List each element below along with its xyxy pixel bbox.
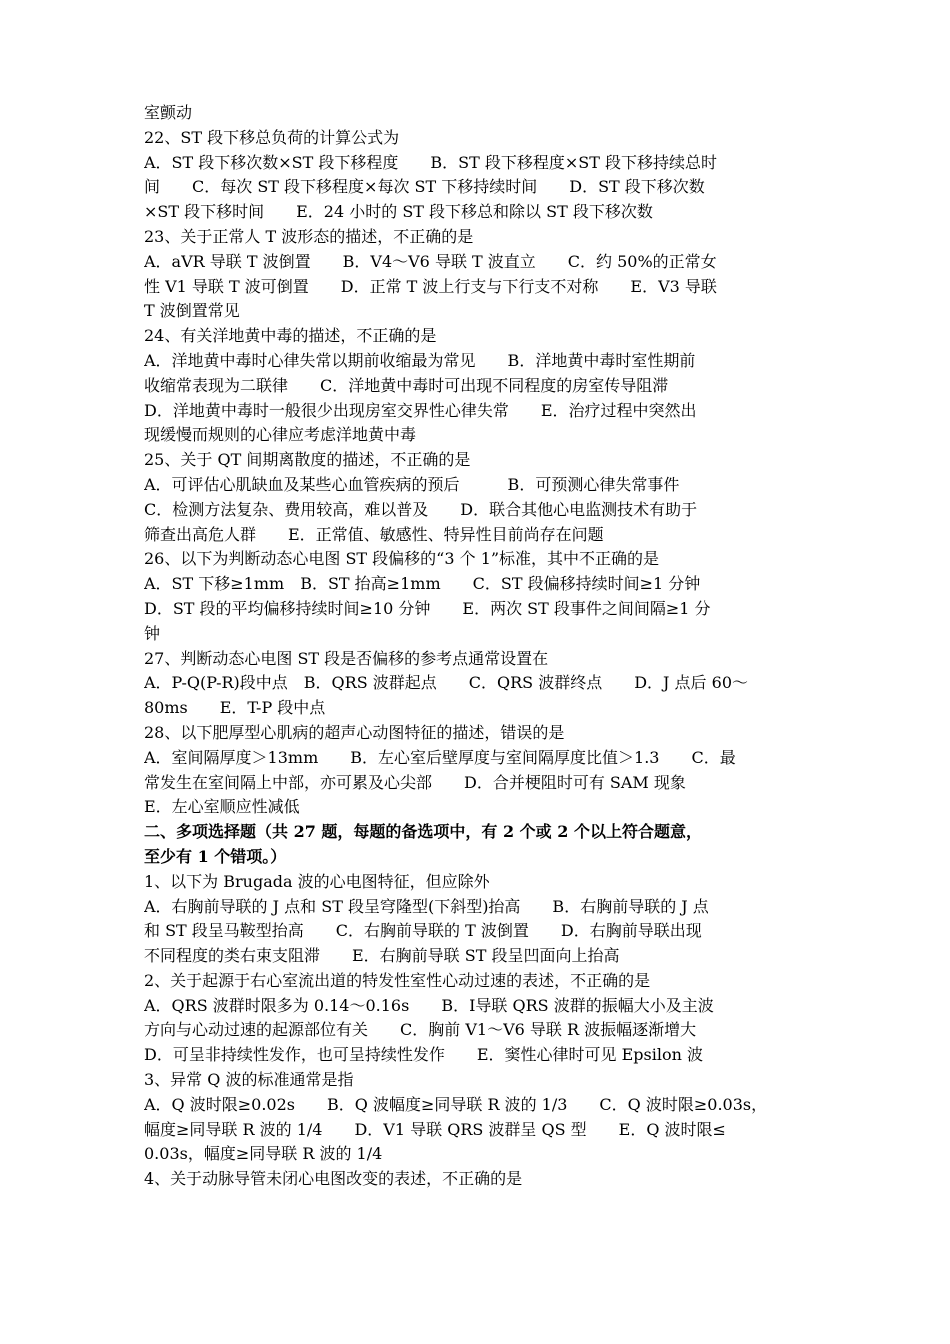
text-line: A．Q 波时限≥0.02s B．Q 波幅度≥同导联 R 波的 1/3 C．Q 波时限≥0.03s， xyxy=(144,1094,768,1114)
text-line: 0.03s，幅度≥同导联 R 波的 1/4 xyxy=(144,1144,383,1164)
text-line: D．可呈非持续性发作，也可呈持续性发作 E．窦性心律时可见 Epsilon 波 xyxy=(144,1045,703,1065)
text-line: D．洋地黄中毒时一般很少出现房室交界性心律失常 E．治疗过程中突然出 xyxy=(144,400,697,420)
text-line: A．ST 段下移次数×ST 段下移程度 B．ST 段下移程度×ST 段下移持续总时 xyxy=(144,152,718,172)
text-line: A．右胸前导联的 J 点和 ST 段呈穹隆型(下斜型)抬高 B．右胸前导联的 J 点 xyxy=(144,896,709,916)
text-line: 22、ST 段下移总负荷的计算公式为 xyxy=(144,127,400,147)
text-line: 室颤动 xyxy=(144,103,193,122)
text-line: A．可评估心肌缺血及某些心血管疾病的预后 B．可预测心律失常事件 xyxy=(144,474,680,494)
text-line: 方向与心动过速的起源部位有关 C．胸前 V1～V6 导联 R 波振幅逐渐增大 xyxy=(144,1020,697,1040)
text-line: 25、关于 QT 间期离散度的描述，不正确的是 xyxy=(144,450,471,470)
section-heading-line: 至少有 1 个错项。） xyxy=(144,846,287,866)
text-line: A．ST 下移≥1mm B．ST 抬高≥1mm C．ST 段偏移持续时间≥1 分钟 xyxy=(144,574,701,594)
text-line: 幅度≥同导联 R 波的 1/4 D．V1 导联 QRS 波群呈 QS 型 E．Q 波时限≤ xyxy=(144,1119,726,1139)
text-line: 现缓慢而规则的心律应考虑洋地黄中毒 xyxy=(144,425,417,445)
text-line: A．室间隔厚度＞13mm B．左心室后壁厚度与室间隔厚度比值＞1.3 C．最 xyxy=(144,747,736,767)
text-line: 性 V1 导联 T 波可倒置 D．正常 T 波上行支与下行支不对称 E．V3 导联 xyxy=(144,276,717,296)
text-line: 筛查出高危人群 E．正常值、敏感性、特异性目前尚存在问题 xyxy=(144,524,604,544)
text-line: 28、以下肥厚型心肌病的超声心动图特征的描述，错误的是 xyxy=(144,722,565,742)
text-line: 4、关于动脉导管未闭心电图改变的表述，不正确的是 xyxy=(144,1169,523,1189)
text-line: 间 C．每次 ST 段下移程度×每次 ST 下移持续时间 D．ST 段下移次数 xyxy=(144,177,705,197)
text-line: 3、异常 Q 波的标准通常是指 xyxy=(144,1070,354,1090)
text-line: 不同程度的类右束支阻滞 E．右胸前导联 ST 段呈凹面向上抬高 xyxy=(144,946,620,966)
text-line: 2、关于起源于右心室流出道的特发性室性心动过速的表述，不正确的是 xyxy=(144,970,651,990)
section-heading-line: 二、多项选择题（共 27 题，每题的备选项中，有 2 个或 2 个以上符合题意， xyxy=(144,822,702,842)
text-line: A．洋地黄中毒时心律失常以期前收缩最为常见 B．洋地黄中毒时室性期前 xyxy=(144,350,696,370)
text-line: 24、有关洋地黄中毒的描述，不正确的是 xyxy=(144,326,437,346)
text-line: A．QRS 波群时限多为 0.14～0.16s B．Ⅰ导联 QRS 波群的振幅大小及主波 xyxy=(144,995,714,1015)
text-line: E．左心室顺应性减低 xyxy=(144,797,300,817)
text-line: 钟 xyxy=(144,623,161,643)
text-line: D．ST 段的平均偏移持续时间≥10 分钟 E．两次 ST 段事件之间间隔≥1 分 xyxy=(144,598,711,618)
text-line: 26、以下为判断动态心电图 ST 段偏移的“3 个 1”标准，其中不正确的是 xyxy=(144,549,660,569)
text-line: A．P-Q(P-R)段中点 B．QRS 波群起点 C．QRS 波群终点 D．J 点后 60～ xyxy=(144,673,748,693)
text-line: 27、判断动态心电图 ST 段是否偏移的参考点通常设置在 xyxy=(144,648,549,668)
text-line: 1、以下为 Brugada 波的心电图特征，但应除外 xyxy=(144,871,490,891)
text-line: 80ms E．T-P 段中点 xyxy=(144,698,326,718)
text-line: ×ST 段下移时间 E．24 小时的 ST 段下移总和除以 ST 段下移次数 xyxy=(144,202,653,222)
text-line: C．检测方法复杂、费用较高，难以普及 D．联合其他心电监测技术有助于 xyxy=(144,499,698,519)
text-line: 收缩常表现为二联律 C．洋地黄中毒时可出现不同程度的房室传导阻滞 xyxy=(144,375,669,395)
text-line: 23、关于正常人 T 波形态的描述，不正确的是 xyxy=(144,226,474,246)
text-line: 常发生在室间隔上中部，亦可累及心尖部 D．合并梗阻时可有 SAM 现象 xyxy=(144,772,686,792)
text-line: A．aVR 导联 T 波倒置 B．V4～V6 导联 T 波直立 C．约 50%的正常女 xyxy=(144,251,717,271)
text-line: T 波倒置常见 xyxy=(144,301,240,321)
text-line: 和 ST 段呈马鞍型抬高 C．右胸前导联的 T 波倒置 D．右胸前导联出现 xyxy=(144,921,702,941)
